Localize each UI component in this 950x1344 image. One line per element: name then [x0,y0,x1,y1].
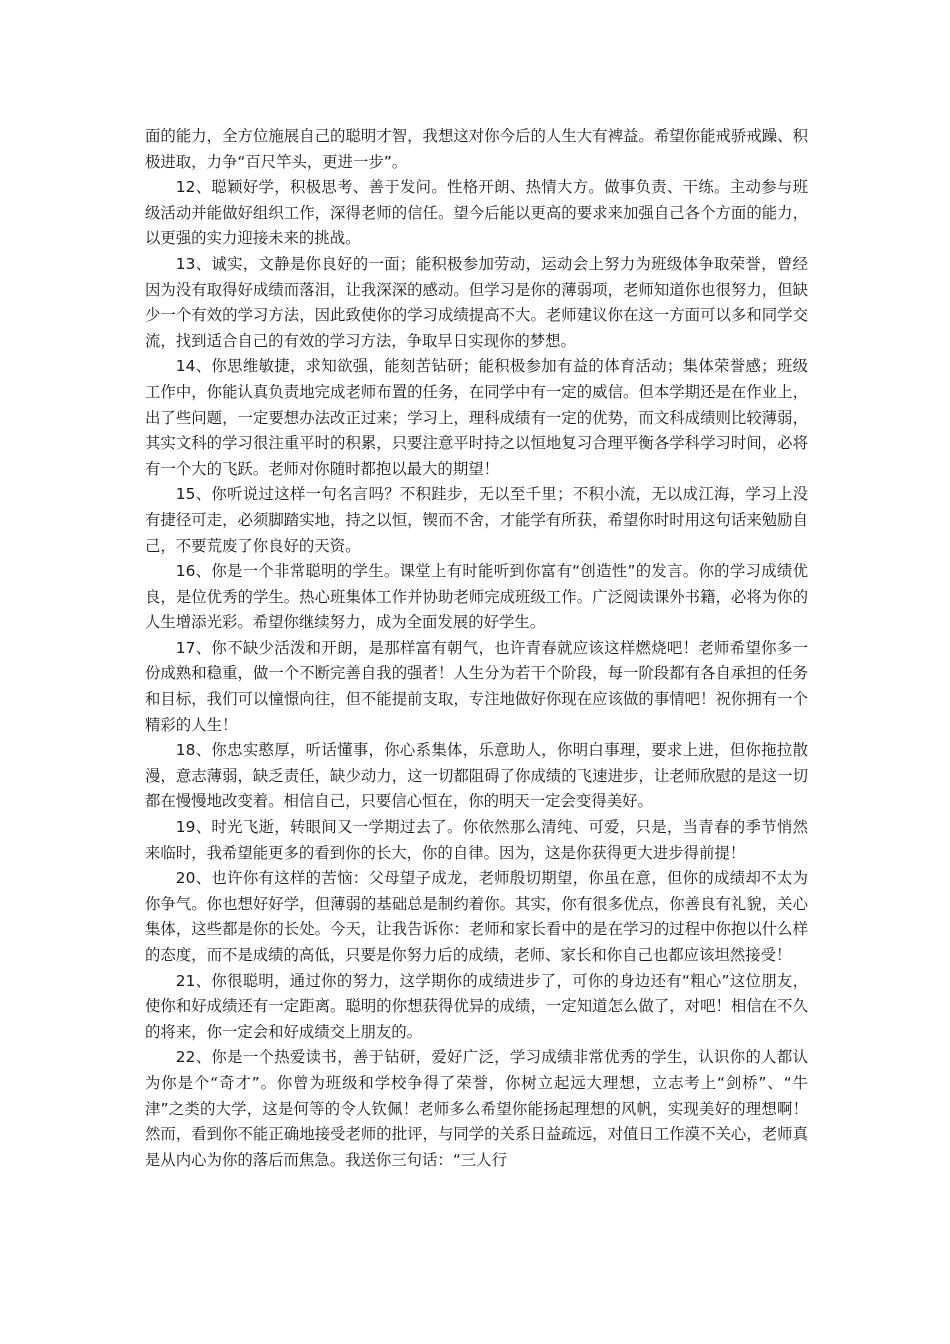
paragraph-20: 20、也许你有这样的苦恼：父母望子成龙，老师殷切期望，你虽在意，但你的成绩却不太为你争气。你也想好好学，但薄弱的基础总是制约着你。其实，你有很多优点，你善良有礼貌，关心集体，这些都是你的长处。今天，让我告诉你：老师和家长看中的是在学习的过程中你抱以什么样的态度，而不是成绩的高低，只要是你努力后的成绩，老师、家长和你自己也都应该坦然接受！ [145,869,808,964]
document-page [145,124,808,1173]
paragraph-continuation: 面的能力，全方位施展自己的聪明才智，我想这对你今后的人生大有裨益。希望你能戒骄戒躁、积极进取，力争“百尺竿头，更进一步”。 [145,127,808,171]
paragraph-18: 18、你忠实憨厚，听话懂事，你心系集体，乐意助人，你明白事理，要求上进，但你拖拉散漫，意志薄弱，缺乏责任，缺少动力，这一切都阻碍了你成绩的飞速进步，让老师欣慰的是这一切都在慢慢地改变着。相信自己，只要信心恒在，你的明天一定会变得美好。 [145,741,808,811]
paragraph-17: 17、你不缺少活泼和开朗，是那样富有朝气，也许青春就应该这样燃烧吧！老师希望你多一份成熟和稳重，做一个不断完善自我的强者！人生分为若干个阶段，每一阶段都有各自承担的任务和目标，我们可以憧憬向往，但不能提前支取，专注地做好你现在应该做的事情吧！祝你拥有一个精彩的人生！ [145,638,808,734]
paragraph-22: 22、你是一个热爱读书，善于钻研，爱好广泛，学习成绩非常优秀的学生，认识你的人都认为你是个“奇才”。你曾为班级和学校争得了荣誉，你树立起远大理想，立志考上“剑桥”、“牛津”之类的大学，这是何等的令人钦佩！老师多么希望你能扬起理想的风帆，实现美好的理想啊！然而，看到你不能正确地接受老师的批评，与同学的关系日益疏远，对值日工作漠不关心，老师真是从内心为你的落后而焦急。我送你三句话：“三人行 [145,1048,808,1169]
paragraph-16: 16、你是一个非常聪明的学生。课堂上有时能听到你富有“创造性”的发言。你的学习成绩优良，是位优秀的学生。热心班集体工作并协助老师完成班级工作。广泛阅读课外书籍，必将为你的人生增添光彩。希望你继续努力，成为全面发展的好学生。 [145,562,808,632]
paragraph-14: 14、你思维敏捷，求知欲强，能刻苦钻研；能积极参加有益的体育活动；集体荣誉感；班级工作中，你能认真负责地完成老师布置的任务，在同学中有一定的威信。但本学期还是在作业上，出了些问题，一定要想办法改正过来；学习上，理科成绩有一定的优势，而文科成绩则比较薄弱，其实文科的学习很注重平时的积累，只要注意平时持之以恒地复习合理平衡各学科学习时间，必将有一个大的飞跃。老师对你随时都抱以最大的期望！ [145,357,808,478]
paragraph-21: 21、你很聪明，通过你的努力，这学期你的成绩进步了，可你的身边还有“粗心”这位朋友，使你和好成绩还有一定距离。聪明的你想获得优异的成绩，一定知道怎么做了，对吧！相信在不久的将来，你一定会和好成绩交上朋友的。 [145,971,808,1041]
paragraph-15: 15、你听说过这样一句名言吗？不积跬步，无以至千里；不积小流，无以成江海，学习上没有捷径可走，必须脚踏实地，持之以恒，锲而不舍，才能学有所获，希望你时时用这句话来勉励自己，不要荒废了你良好的天资。 [145,485,808,555]
paragraph-19: 19、时光飞逝，转眼间又一学期过去了。你依然那么清纯、可爱，只是，当青春的季节悄然来临时，我希望能更多的看到你的长大，你的自律。因为，这是你获得更大进步得前提！ [145,818,808,862]
paragraph-12: 12、聪颖好学，积极思考、善于发问。性格开朗、热情大方。做事负责、干练。主动参与班级活动并能做好组织工作，深得老师的信任。望今后能以更高的要求来加强自己各个方面的能力，以更强的实力迎接未来的挑战。 [145,178,808,248]
paragraph-13: 13、诚实，文静是你良好的一面；能积极参加劳动，运动会上努力为班级体争取荣誉，曾经因为没有取得好成绩而落泪，让我深深的感动。但学习是你的薄弱项，老师知道你也很努力，但缺少一个有效的学习方法，因此致使你的学习成绩提高不大。老师建议你在这一方面可以多和同学交流，找到适合自己的有效的学习方法，争取早日实现你的梦想。 [145,254,808,350]
